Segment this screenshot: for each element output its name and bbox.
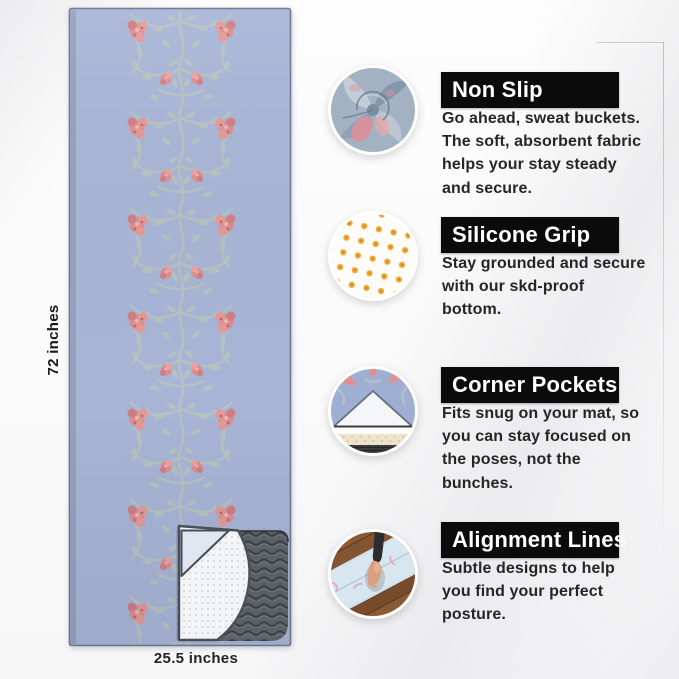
yoga-towel-graphic — [68, 7, 292, 649]
feature-description: Go ahead, sweat buckets. The soft, absorbent fabric helps your stay steady and secure. — [442, 110, 642, 197]
background-frame-line — [596, 42, 664, 43]
feature-description: Stay grounded and secure with our skd-proof bottom. — [442, 255, 646, 319]
feature-description: Subtle designs to help you find your perfect posture. — [442, 560, 615, 624]
silicone-dots-photo — [328, 211, 418, 301]
width-dimension-label: 25.5 inches — [153, 650, 239, 667]
feature-title: Silicone Grip — [452, 222, 591, 247]
corner-pocket-photo — [328, 366, 418, 456]
feature-title-bar — [441, 522, 627, 558]
feature-title-bar — [441, 217, 619, 253]
feature-title: Alignment Lines — [452, 527, 627, 552]
background-frame-line — [663, 42, 664, 562]
length-dimension-label: 72 inches — [45, 304, 62, 376]
yoga-towel-image — [68, 7, 292, 649]
feature-title-bar — [441, 367, 619, 403]
feature-title: Non Slip — [452, 77, 543, 102]
towel-swirl-photo — [328, 65, 418, 155]
feature-title: Corner Pockets — [452, 372, 618, 397]
alignment-foot-photo — [328, 529, 418, 619]
feature-title-bar — [441, 72, 619, 108]
feature-description: Fits snug on your mat, so you can stay focused on the poses, not the bunches. — [442, 405, 640, 492]
